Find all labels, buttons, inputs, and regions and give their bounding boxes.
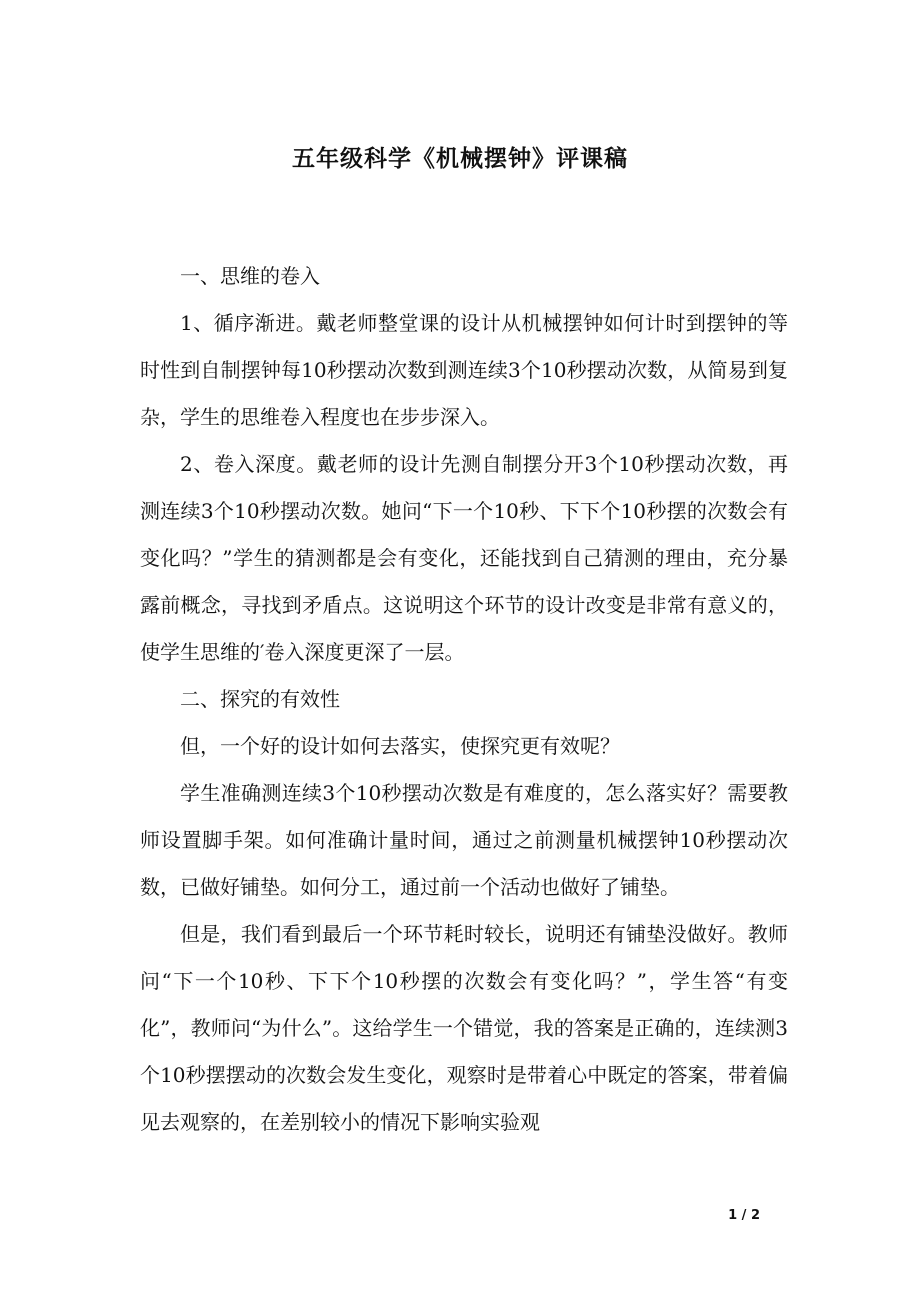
- paragraph-5: 但是，我们看到最后一个环节耗时较长，说明还有铺垫没做好。教师问“下一个10秒、下下个10秒摆的次数会有变化吗？”，学生答“有变化”，教师问“为什么”。这给学生一个错觉，我的答案是正确的，连续测3个10秒摆摆动的次数会发生变化，观察时是带着心中既定的答案，带着偏见去观察的，在差别较小的情况下影响实验观: [140, 922, 788, 1134]
- page-number: 1 / 2: [728, 1208, 760, 1223]
- paragraph-2: 2、卷入深度。戴老师的设计先测自制摆分开3个10秒摆动次数，再测连续3个10秒摆动次数。她问“下一个10秒、下下个10秒摆的次数会有变化吗？”学生的猜测都是会有变化，还能找到自己猜测的理由，充分暴露前概念，寻找到矛盾点。这说明这个环节的设计改变是非常有意义的，使学生思维的′卷入深度更深了一层。: [140, 452, 788, 664]
- document-body: [140, 253, 788, 1146]
- section-heading-2: 二、探究的有效性: [180, 687, 340, 711]
- paragraph-1: 1、循序渐进。戴老师整堂课的设计从机械摆钟如何计时到摆钟的等时性到自制摆钟每10秒摆动次数到测连续3个10秒摆动次数，从简易到复杂，学生的思维卷入程度也在步步深入。: [140, 311, 788, 429]
- document-title: 五年级科学《机械摆钟》评课稿: [292, 145, 628, 172]
- paragraph-4: 学生准确测连续3个10秒摆动次数是有难度的，怎么落实好？需要教师设置脚手架。如何准确计量时间，通过之前测量机械摆钟10秒摆动次数，已做好铺垫。如何分工，通过前一个活动也做好了铺垫。: [140, 781, 788, 899]
- paragraph-3: 但，一个好的设计如何去落实，使探究更有效呢？: [180, 734, 620, 758]
- section-heading-1: 一、思维的卷入: [180, 264, 320, 288]
